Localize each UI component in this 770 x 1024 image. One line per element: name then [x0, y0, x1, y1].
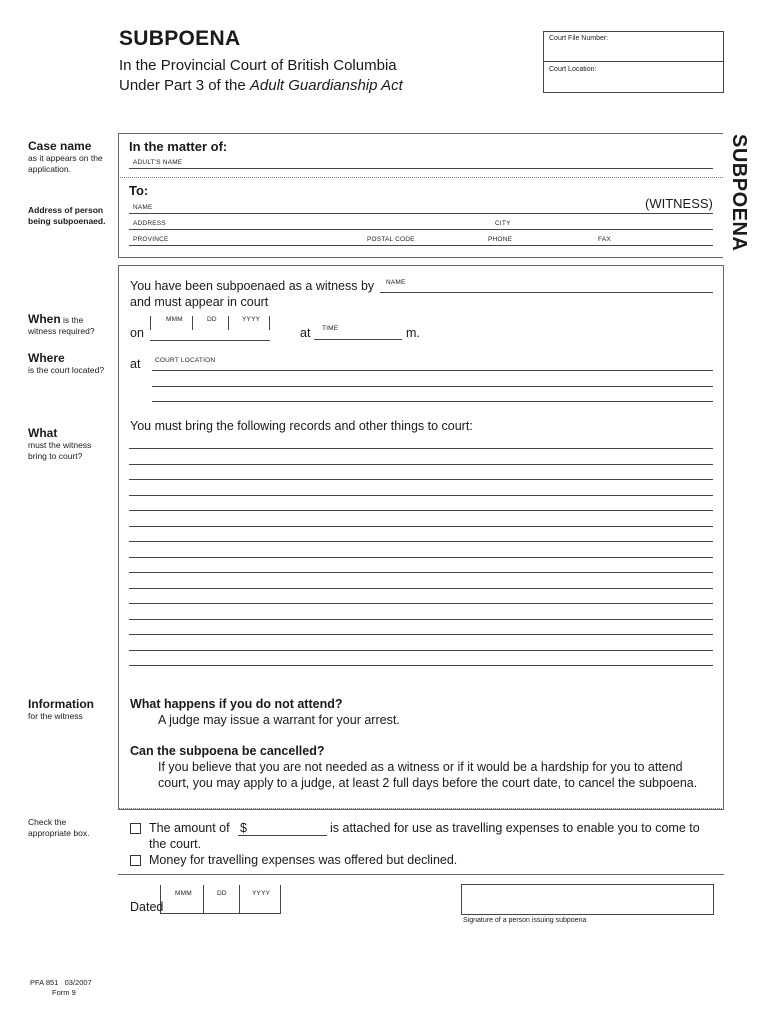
dated-underline — [160, 913, 281, 914]
divider — [150, 316, 151, 330]
province-caption: PROVINCE — [133, 236, 169, 243]
records-instruction: You must bring the following records and other things to court: — [130, 419, 473, 433]
records-line[interactable] — [129, 603, 713, 604]
address-label: Address of person being subpoenaed. — [28, 205, 106, 226]
postal-code-caption: POSTAL CODE — [367, 236, 415, 243]
court-file-number-label: Court File Number: — [549, 35, 609, 42]
divider — [228, 316, 229, 330]
requester-name-field[interactable] — [380, 292, 713, 293]
divider — [118, 133, 723, 134]
adults-name-caption: ADULT'S NAME — [133, 159, 183, 166]
name-caption: NAME — [133, 204, 153, 211]
form-number: Form 9 — [52, 988, 76, 997]
address-caption: ADDRESS — [133, 220, 166, 227]
dd-caption: DD — [207, 316, 217, 323]
records-line[interactable] — [129, 572, 713, 573]
dated-label: Dated — [130, 900, 164, 914]
court-file-number-field[interactable] — [544, 32, 723, 62]
records-line[interactable] — [129, 464, 713, 465]
dated-mmm-caption: MMM — [175, 890, 192, 897]
main-panel — [118, 265, 724, 810]
travel-expenses-attached-checkbox[interactable] — [130, 823, 141, 834]
side-title — [722, 134, 750, 258]
date-underline — [150, 340, 270, 341]
records-line[interactable] — [129, 665, 713, 666]
amount-field[interactable] — [238, 835, 327, 836]
court-location-line-2[interactable] — [152, 386, 713, 387]
court-name: In the Provincial Court of British Columbia — [119, 57, 397, 74]
yyyy-caption: YYYY — [242, 316, 261, 323]
fax-caption: FAX — [598, 236, 611, 243]
phone-caption: PHONE — [488, 236, 513, 243]
at-word: at — [300, 326, 311, 340]
records-line[interactable] — [129, 448, 713, 449]
case-name-label: Case name — [28, 139, 92, 153]
when-label-bold: When — [28, 312, 61, 326]
information-label: Information — [28, 697, 94, 711]
act-name: Adult Guardianship Act — [249, 77, 403, 94]
records-line[interactable] — [129, 650, 713, 651]
act-reference — [119, 77, 403, 94]
information-hint: for the witness — [28, 711, 83, 721]
court-location-caption: COURT LOCATION — [155, 357, 216, 364]
to-heading: To: — [129, 183, 149, 198]
witness-address-field[interactable] — [129, 229, 713, 230]
case-name-hint: as it appears on the application. — [28, 153, 103, 174]
where-hint: is the court located? — [28, 365, 105, 375]
records-line[interactable] — [129, 557, 713, 558]
city-caption: CITY — [495, 220, 511, 227]
question-not-attend: What happens if you do not attend? — [130, 697, 343, 711]
records-line[interactable] — [129, 588, 713, 589]
divider — [239, 885, 240, 914]
signature-caption: Signature of a person issuing subpoena — [463, 917, 587, 924]
court-info-box — [543, 31, 724, 93]
amount-suffix: is attached for use as travelling expenses to enable you to come to — [330, 821, 700, 835]
subpoenaed-by-text: You have been subpoenaed as a witness by — [130, 279, 375, 293]
answer-cancel-line-1: If you believe that you are not needed as a witness or if it would be a hardship for you to attend — [158, 760, 683, 774]
when-label — [28, 312, 83, 326]
appear-date-field[interactable] — [150, 312, 270, 342]
what-label: What — [28, 426, 58, 440]
witness-name-field[interactable] — [129, 213, 713, 214]
answer-not-attend: A judge may issue a warrant for your arrest. — [158, 713, 400, 727]
records-line[interactable] — [129, 495, 713, 496]
matter-heading: In the matter of: — [129, 139, 228, 154]
records-line[interactable] — [129, 526, 713, 527]
court-location-label: Court Location: — [549, 66, 597, 73]
when-label-rest: is the — [60, 315, 84, 325]
check-box-label: Check the appropriate box. — [28, 817, 90, 838]
m-word: m. — [406, 326, 420, 340]
answer-cancel-line-2: court, you may apply to a judge, at least 2 full days before the court date, to cancel the subpoena. — [158, 776, 698, 790]
form-title: SUBPOENA — [119, 27, 241, 50]
divider — [118, 133, 119, 258]
court-location-field[interactable] — [152, 370, 713, 371]
divider — [118, 874, 724, 875]
divider — [269, 316, 270, 330]
side-title-text: SUBPOENA — [728, 134, 750, 252]
mmm-caption: MMM — [166, 316, 183, 323]
time-field[interactable] — [314, 339, 402, 340]
when-hint: witness required? — [28, 326, 95, 336]
court-location-line-3[interactable] — [152, 401, 713, 402]
dated-yyyy-caption: YYYY — [252, 890, 271, 897]
signature-field[interactable] — [461, 884, 714, 915]
expenses-declined-text: Money for travelling expenses was offered but declined. — [149, 853, 458, 867]
at-word-2: at — [130, 357, 141, 371]
witness-province-field[interactable] — [129, 245, 713, 246]
dollar-sign: $ — [240, 821, 247, 835]
dated-dd-caption: DD — [217, 890, 227, 897]
requester-name-caption: NAME — [386, 279, 406, 286]
what-hint: must the witness bring to court? — [28, 440, 92, 461]
adults-name-field[interactable] — [129, 168, 713, 169]
appear-in-court-text: and must appear in court — [130, 295, 269, 309]
dated-date-field[interactable] — [160, 885, 281, 915]
records-line[interactable] — [129, 510, 713, 511]
divider — [118, 808, 724, 809]
time-caption: TIME — [322, 325, 339, 332]
amount-prefix: The amount of — [149, 821, 230, 835]
divider — [192, 316, 193, 330]
records-line[interactable] — [129, 619, 713, 620]
divider — [118, 177, 723, 178]
on-word: on — [130, 326, 144, 340]
records-line[interactable] — [129, 634, 713, 635]
question-cancel: Can the subpoena be cancelled? — [130, 744, 325, 758]
court-location-field[interactable] — [544, 62, 723, 92]
amount-line-2: the court. — [149, 837, 202, 851]
witness-tag: (WITNESS) — [645, 196, 713, 211]
expenses-declined-checkbox[interactable] — [130, 855, 141, 866]
where-label: Where — [28, 351, 65, 365]
divider — [280, 885, 281, 914]
divider — [203, 885, 204, 914]
records-line[interactable] — [129, 541, 713, 542]
divider — [118, 257, 723, 258]
act-prefix: Under Part 3 of the — [119, 77, 250, 94]
form-code: PFA 851 03/2007 — [30, 978, 92, 987]
records-line[interactable] — [129, 479, 713, 480]
